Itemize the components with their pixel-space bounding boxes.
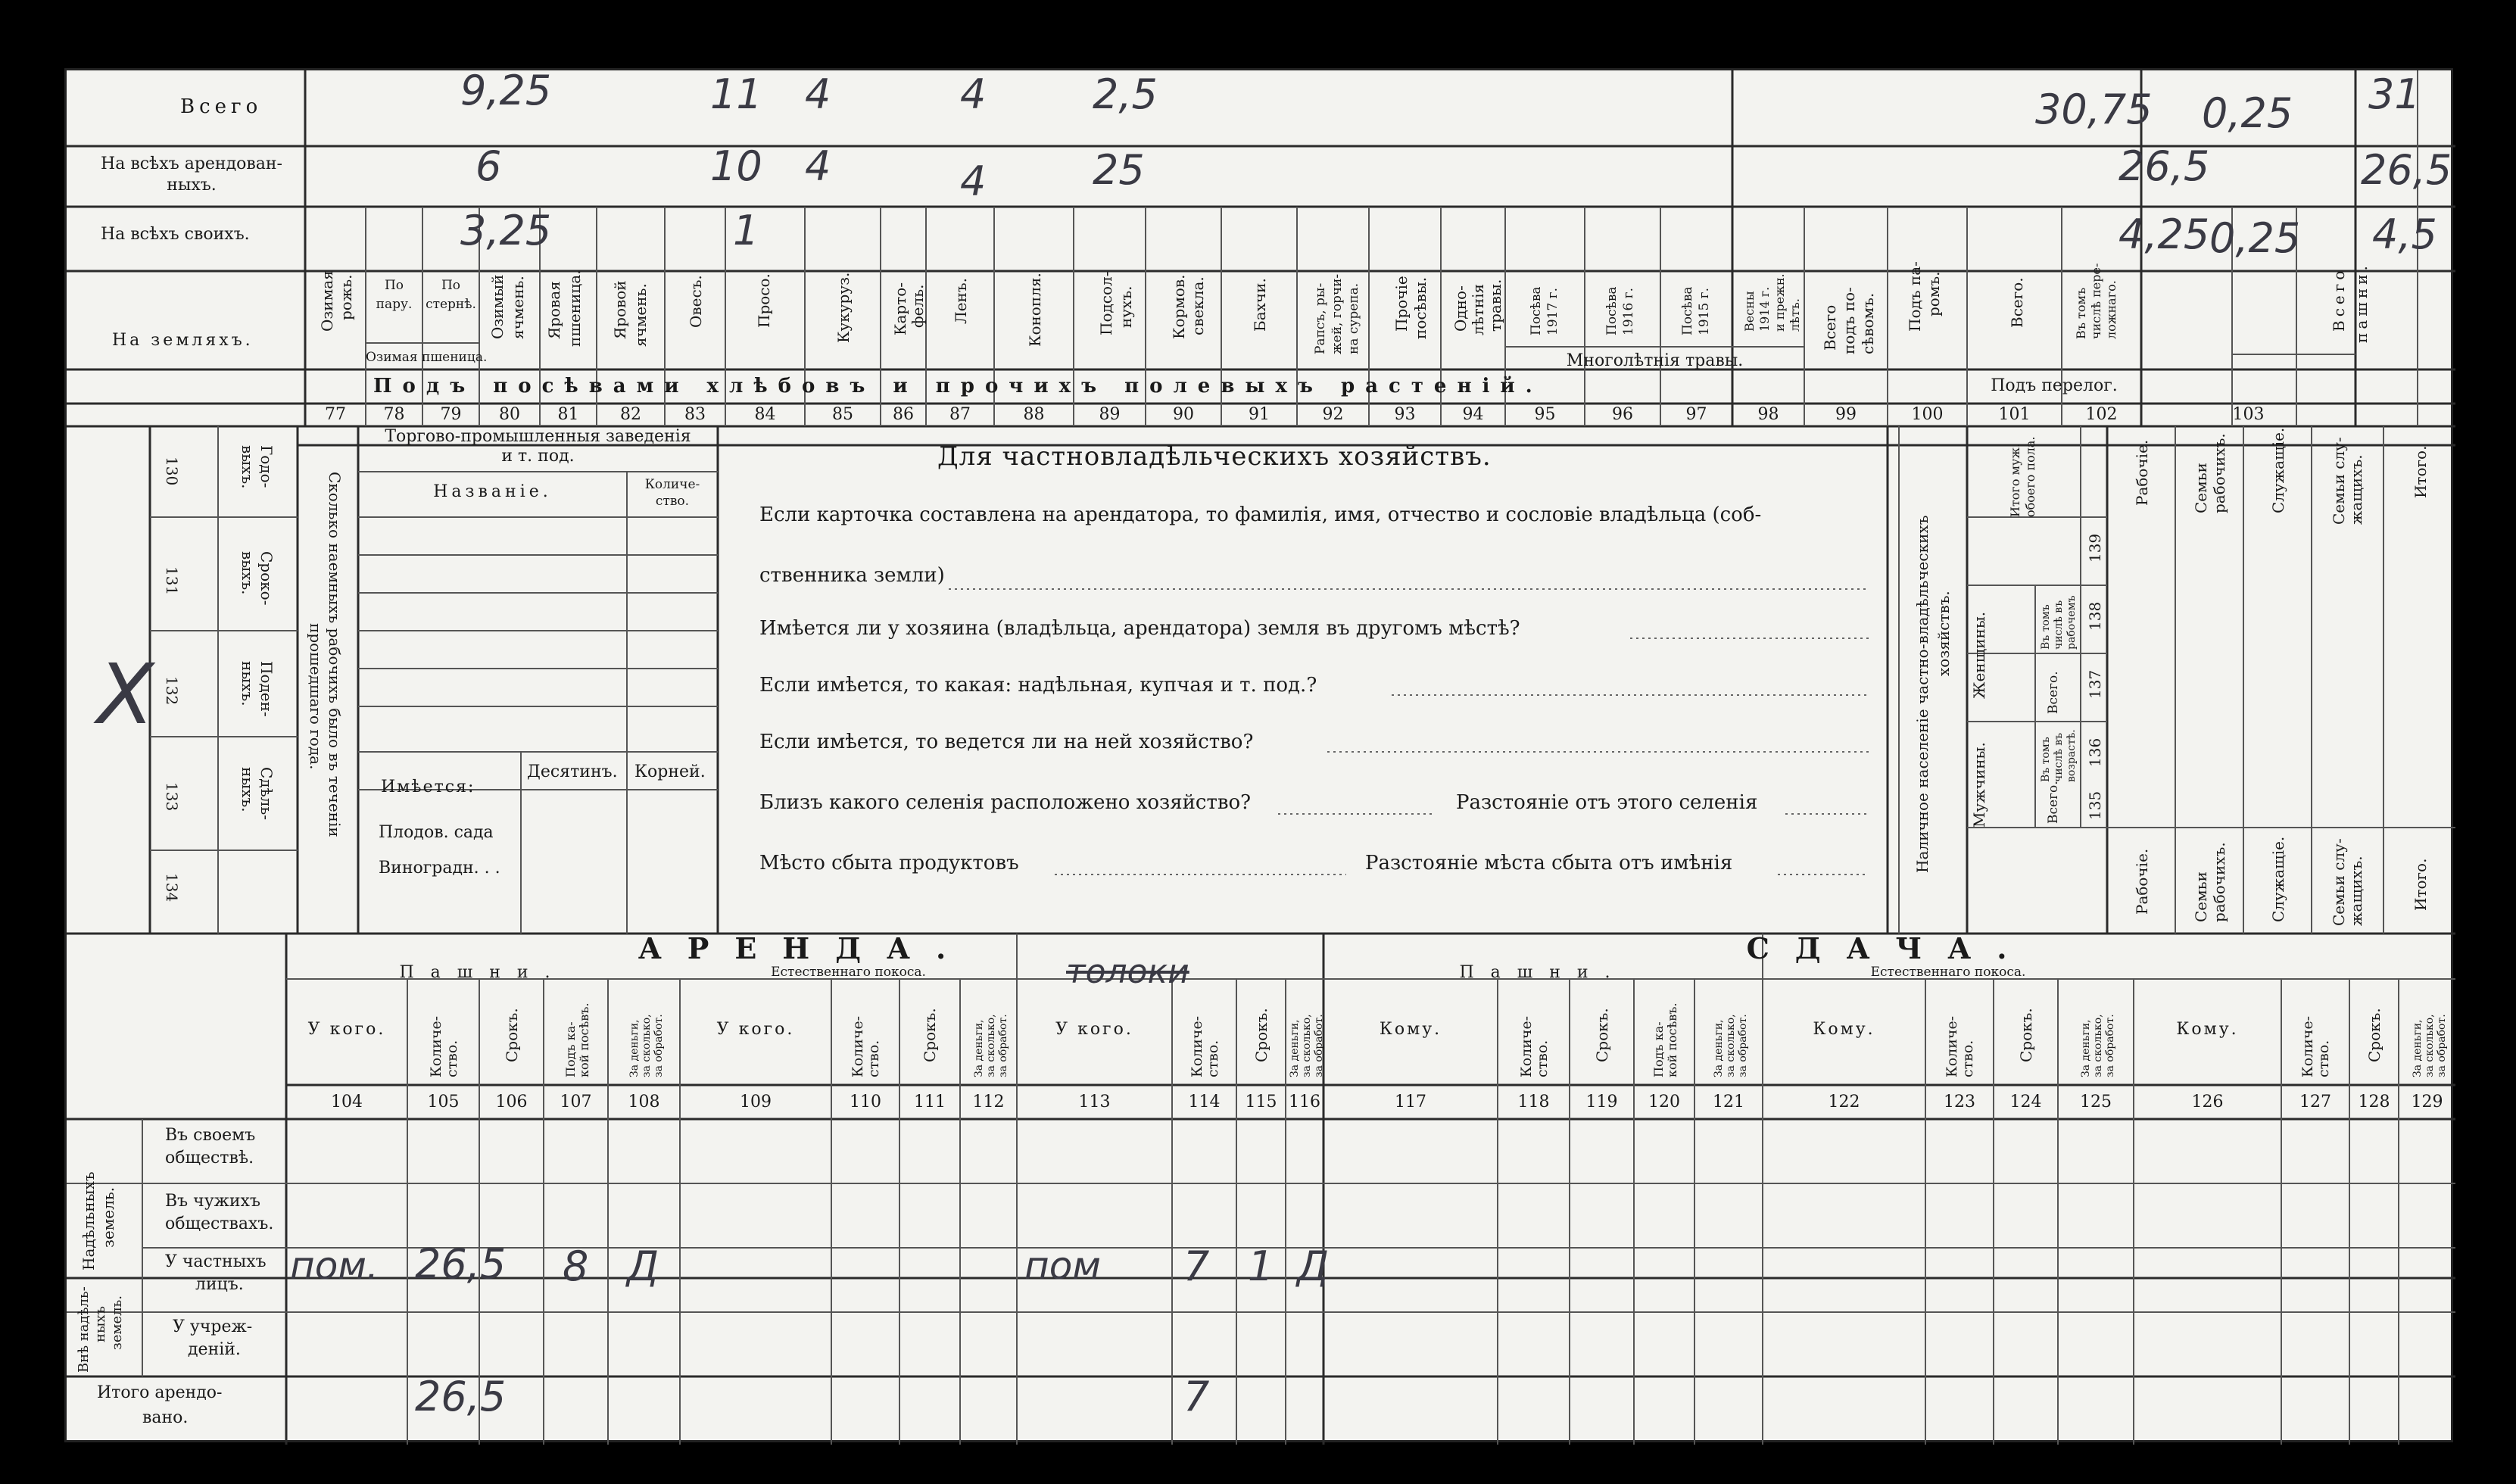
col-num-90: 90 <box>1173 405 1194 424</box>
row-chuzh-2: обществахъ. <box>165 1214 274 1233</box>
hw-itogo-1: 26,5 <box>415 1373 507 1420</box>
pop-semi-sl-b2: жащихъ. <box>2347 856 2365 926</box>
hw-arend-kartofel: 4 <box>960 157 987 205</box>
lv-poden-2: ныхъ. <box>239 661 257 706</box>
hdr-korm-svekla-1: Кормов. <box>1170 274 1188 339</box>
bsub-srok-115: Срокъ. <box>1252 1008 1270 1062</box>
lv-poden-1: Поден- <box>257 661 276 717</box>
bsub-srok-124: Срокъ. <box>2016 1008 2035 1062</box>
hdr-arenda-pokos: Естественнаго покоса. <box>771 965 926 980</box>
bsub-za_dengi-112-2: за обработ. <box>996 1014 1009 1077</box>
pop-semi-sl-1: Семьи слу- <box>2330 437 2348 525</box>
hw-svoih-perelog: 0,25 <box>2209 214 2301 262</box>
pop-vtom-m-3: возрастѣ. <box>2065 729 2078 782</box>
bsub-za_dengi-116-2: за обработ. <box>1313 1014 1325 1077</box>
pop-num-137: 137 <box>2086 669 2104 699</box>
bsub-za_dengi-125-0: За деньги, <box>2080 1019 2092 1077</box>
hw-arend-ozim: 6 <box>475 142 502 190</box>
bsub-pod_kakoy-107-1: кой посѣвъ. <box>576 1002 591 1077</box>
trade-title-1: Торгово-промышленныя заведенія <box>385 427 691 446</box>
hdr-vsego-pod-2: подъ по- <box>1840 287 1858 354</box>
lv-num-132: 132 <box>163 676 181 706</box>
hw-svoih-oves: 1 <box>733 207 759 254</box>
hdr-arenda: АРЕНДА. <box>638 931 972 965</box>
bsub-srok-128: Срокъ. <box>2365 1008 2383 1062</box>
col-num-94: 94 <box>1462 405 1484 424</box>
hdr-korm-svekla-2: свекла. <box>1189 276 1207 335</box>
hw-arend-proso: 4 <box>805 142 831 190</box>
bsub-kolich-114-1: ство. <box>1204 1040 1221 1077</box>
hdr-ozimaya-rozh-2: рожь. <box>337 274 355 320</box>
col-num-100: 100 <box>1911 405 1944 424</box>
pop-vsego-m: Всего. <box>2046 781 2061 824</box>
col-num-81: 81 <box>557 405 579 424</box>
hw-qty-2: 7 <box>1183 1242 1210 1290</box>
bsub-za_dengi-116-0: За деньги, <box>1289 1019 1301 1077</box>
pop-vtom-zh-2: числѣ въ <box>2053 600 2065 650</box>
row-arend-label-2: ныхъ. <box>167 176 217 195</box>
bsub-kolich-105-1: ство. <box>443 1040 460 1077</box>
hdr-kukuruz: Кукуруз. <box>834 272 853 343</box>
hdr-pod-parom-2: ромъ. <box>1925 271 1943 316</box>
hw-arend-parom: 26,5 <box>2118 142 2210 190</box>
bsub-u_kogo-113: У кого. <box>1055 1020 1133 1039</box>
hw-vsego-pashni: 31 <box>2368 70 2421 118</box>
hw-srok-2: 1 <box>1248 1242 1274 1290</box>
bsub-kolich-110-1: ство. <box>865 1040 882 1077</box>
census-card <box>64 68 2453 1442</box>
pop-semi-rab-1: Семьи <box>2192 463 2210 513</box>
bsub-kolich-118-0: Количе- <box>1517 1015 1535 1077</box>
hdr-vsego-pashni-2: пашни. <box>2352 262 2371 343</box>
trade-title-2: и т. под. <box>501 447 575 466</box>
bsub-kolich-114-0: Количе- <box>1188 1015 1205 1077</box>
lv-sdel-2: ныхъ. <box>239 767 257 812</box>
bsub-kolich-127-0: Количе- <box>2299 1015 2316 1077</box>
col-num-80: 80 <box>499 405 520 424</box>
hw-arend-len: 25 <box>1093 146 1145 194</box>
pop-rabochie: Рабочіе. <box>2133 439 2151 506</box>
bsub-srok-106: Срокъ. <box>502 1008 521 1062</box>
pop-muzhchiny: Мужчины. <box>1970 742 1988 828</box>
row-svoih-label: На всѣхъ своихъ. <box>101 225 250 244</box>
side-vne-1: Внѣ надѣль- <box>76 1286 92 1373</box>
bcol-num-114: 114 <box>1188 1093 1221 1111</box>
private-q5a: Близъ какого селенія расположено хозяйство? <box>759 791 1252 814</box>
hdr-bahchi: Бахчи. <box>1251 278 1269 332</box>
trade-vinogr: Виноградн. . . <box>379 859 500 878</box>
col-num-85: 85 <box>832 405 853 424</box>
hdr-1917-2: 1917 г. <box>1545 288 1560 335</box>
bsub-za_dengi-129-0: За деньги, <box>2411 1019 2424 1077</box>
pop-vsego-zh: Всего. <box>2046 671 2061 714</box>
bsub-srok-111: Срокъ. <box>921 1008 939 1062</box>
pop-zhenshchiny: Женщины. <box>1970 611 1988 699</box>
bsub-za_dengi-121-2: за обработ. <box>1737 1014 1749 1077</box>
col-num-99: 99 <box>1835 405 1857 424</box>
col-num-91: 91 <box>1249 405 1270 424</box>
bsub-kolich-127-1: ство. <box>2315 1040 2332 1077</box>
hdr-1915-1: Посѣва <box>1680 286 1695 335</box>
bsub-pod_kakoy-120-1: кой посѣвъ. <box>1665 1002 1679 1077</box>
hdr-kartofel-2: фель. <box>909 284 927 328</box>
hdr-1914-3: и прежн. <box>1772 273 1787 332</box>
hdr-vsego2: Всего. <box>2008 277 2026 328</box>
col-num-83: 83 <box>684 405 706 424</box>
pop-vtom-m-2: числѣ въ <box>2053 732 2065 782</box>
bsub-za_dengi-116-1: за сколько, <box>1301 1014 1313 1077</box>
bsub-za_dengi-121-0: За деньги, <box>1713 1019 1725 1077</box>
col-num-79: 79 <box>440 405 462 424</box>
hdr-podsolnuh-2: нухъ. <box>1117 285 1135 328</box>
bsub-za_dengi-112-1: за сколько, <box>984 1014 997 1077</box>
pop-num-135: 135 <box>2086 790 2104 820</box>
lv-godo-2: выхъ. <box>239 445 257 489</box>
bcol-num-110: 110 <box>850 1093 881 1111</box>
row-vsego-label: Всего <box>180 95 263 118</box>
side-vne-2: ныхъ <box>92 1306 108 1342</box>
hw-vsego-total: 30,75 <box>2035 86 2153 133</box>
col-num-95: 95 <box>1534 405 1556 424</box>
col-num-101: 101 <box>1998 405 2031 424</box>
col-num-84: 84 <box>754 405 776 424</box>
private-q6b: Разстояніе мѣста сбыта отъ имѣнія <box>1365 852 1733 874</box>
hdr-odnolet-3: травы. <box>1486 279 1504 332</box>
bsub-za_dengi-125-2: за обработ. <box>2104 1014 2116 1077</box>
hw-mark-x: Х <box>97 646 154 743</box>
hdr-sdacha-pokos: Естественнаго покоса. <box>1870 965 2026 980</box>
hdr-1914-4: лѣтъ. <box>1788 298 1802 332</box>
trade-plodov: Плодов. сада <box>379 823 494 842</box>
hw-svoih-ozim: 3,25 <box>460 207 552 254</box>
hw-posev-2: Д <box>1297 1242 1330 1290</box>
col-num-87: 87 <box>949 405 971 424</box>
pop-itogo: Итого. <box>2412 445 2430 498</box>
lv-sroko-1: Сроко- <box>257 551 276 606</box>
hdr-pod-perelog: Подъ перелог. <box>1991 376 2118 395</box>
hdr-po-sterne-1: По <box>441 278 461 293</box>
trade-imeetsya: Имѣется: <box>381 778 475 797</box>
hw-vsego-kartofel2: 2,5 <box>1093 70 1158 118</box>
hdr-len: Ленъ. <box>952 278 970 324</box>
col-num-82: 82 <box>620 405 641 424</box>
bcol-num-128: 128 <box>2358 1093 2390 1111</box>
col-num-86: 86 <box>893 405 914 424</box>
bsub-pod_kakoy-120-0: Подъ ка- <box>1651 1021 1666 1077</box>
row-arend-label-1: На всѣхъ арендован- <box>101 154 282 173</box>
trade-qty-hdr-1: Количе- <box>644 477 700 492</box>
hdr-vsego-pashni-1: Всего <box>2330 267 2348 332</box>
bcol-num-113: 113 <box>1078 1093 1111 1111</box>
col-num-103: 103 <box>2232 405 2265 424</box>
hw-svoih-pashni: 4,5 <box>2372 210 2437 258</box>
bcol-num-106: 106 <box>495 1093 528 1111</box>
bsub-kolich-118-1: ство. <box>1533 1040 1551 1077</box>
private-title: Для частновладѣльческихъ хозяйствъ. <box>937 441 1492 472</box>
pop-semi-rab-b2: рабочихъ. <box>2210 842 2228 922</box>
hdr-mnogolet: Многолѣтнія травы. <box>1566 351 1744 370</box>
col-num-89: 89 <box>1099 405 1121 424</box>
hw-arend-oves: 10 <box>710 142 762 190</box>
bsub-u_kogo-109: У кого. <box>716 1020 795 1039</box>
bsub-za_dengi-112-0: За деньги, <box>972 1019 985 1077</box>
pop-semi-rab-b1: Семьи <box>2192 871 2210 922</box>
pop-vtom-zh-3: рабочемъ <box>2065 595 2078 650</box>
hdr-prochie-2: посѣвы. <box>1411 276 1429 339</box>
bsub-za_dengi-125-1: за сколько, <box>2092 1014 2104 1077</box>
side-nadel-2: земель. <box>99 1186 117 1248</box>
bcol-num-127: 127 <box>2299 1093 2331 1111</box>
col-num-98: 98 <box>1757 405 1779 424</box>
pop-num-138: 138 <box>2086 601 2104 631</box>
bsub-kolich-110-0: Количе- <box>850 1015 866 1077</box>
pop-semi-rab-2: рабочихъ. <box>2210 433 2228 513</box>
hdr-vsego-pod-1: Всего <box>1821 304 1839 351</box>
hw-vsego-proso: 4 <box>805 70 831 118</box>
row-uchr-1: У учреж- <box>173 1317 253 1336</box>
hw-struck: толоки <box>1066 952 1189 991</box>
bcol-num-120: 120 <box>1648 1093 1680 1111</box>
hdr-prochie-1: Прочіе <box>1392 276 1411 332</box>
hdr-vsego-pod-3: сѣвомъ. <box>1859 292 1877 354</box>
private-q3: Если имѣется, то какая: надѣльная, купчая и т. под.? <box>759 674 1317 697</box>
hw-svoih-parom: 4,25 <box>2118 210 2210 258</box>
row-chast-2: лицъ. <box>195 1275 244 1294</box>
lv-num-130: 130 <box>163 457 181 486</box>
pop-semi-sl-b1: Семьи слу- <box>2330 838 2348 926</box>
col-num-93: 93 <box>1394 405 1416 424</box>
bcol-num-109: 109 <box>740 1093 772 1111</box>
hw-vsego-ozim: 9,25 <box>460 67 552 114</box>
hdr-1916-2: 1916 г. <box>1621 288 1636 335</box>
pop-semi-sl-2: жащихъ. <box>2347 454 2365 525</box>
col-num-88: 88 <box>1023 405 1045 424</box>
bsub-komu-126: Кому. <box>2176 1020 2239 1039</box>
hdr-proso: Просо. <box>755 273 773 328</box>
hdr-yarov-yachm-2: ячмень. <box>631 283 650 347</box>
bcol-num-119: 119 <box>1585 1093 1618 1111</box>
hdr-po-paru-2: пару. <box>376 297 413 312</box>
bsub-kolich-123-1: ство. <box>1959 1040 1976 1077</box>
bsub-pod_kakoy-107-0: Подъ ка- <box>563 1021 578 1077</box>
row-chast-1: У частныхъ <box>165 1252 267 1271</box>
lv-sroko-2: выхъ. <box>239 551 257 595</box>
private-q5b: Разстояніе отъ этого селенія <box>1456 791 1758 814</box>
row-chuzh-1: Въ чужихъ <box>165 1192 260 1211</box>
hw-posev-1: Д <box>627 1242 659 1290</box>
bcol-num-126: 126 <box>2191 1093 2224 1111</box>
hdr-oves: Овесъ. <box>687 275 705 328</box>
col-num-77: 77 <box>325 405 346 424</box>
bcol-num-107: 107 <box>560 1093 592 1111</box>
bcol-num-117: 117 <box>1395 1093 1426 1111</box>
private-q2: Имѣется ли у хозяина (владѣльца, арендатора) земля въ другомъ мѣстѣ? <box>759 617 1520 640</box>
hdr-po-sterne-2: стернѣ. <box>426 297 476 312</box>
hdr-ozimaya-pshenica: Озимая пшеница. <box>366 350 488 365</box>
hdr-1914-1: Весны <box>1742 291 1757 332</box>
bsub-komu-122: Кому. <box>1813 1020 1875 1039</box>
row-itogo-2: вано. <box>142 1408 189 1427</box>
pop-side-2: хозяйствъ. <box>1935 591 1953 676</box>
lv-num-134: 134 <box>163 873 181 903</box>
bsub-srok-119: Срокъ. <box>1592 1008 1611 1062</box>
pop-sluzh: Служащіе. <box>2269 427 2287 513</box>
hdr-raps-2: жей, горчи- <box>1330 273 1345 354</box>
band-posevy: Подъ посѣвами хлѣбовъ и прочихъ полевыхъ растеній. <box>373 375 1543 398</box>
pop-rabochie-b: Рабочіе. <box>2133 848 2151 915</box>
side-vne-3: земель. <box>109 1295 125 1350</box>
lv-sdel-1: Сдѣль- <box>257 767 276 821</box>
trade-korney: Корней. <box>634 762 706 781</box>
hdr-1916-1: Посѣва <box>1604 286 1620 335</box>
pop-vtom-zh-1: Въ томъ <box>2040 604 2052 650</box>
hdr-1915-2: 1915 г. <box>1697 288 1712 335</box>
bcol-num-116: 116 <box>1289 1093 1320 1111</box>
hw-arend-pashni: 26,5 <box>2361 146 2452 194</box>
trade-qty-hdr-2: ство. <box>655 494 690 509</box>
hdr-v-tom-1: Въ томъ <box>2074 287 2088 339</box>
bsub-za_dengi-121-1: за сколько, <box>1725 1014 1737 1077</box>
bcol-num-123: 123 <box>1944 1093 1975 1111</box>
row-itogo-1: Итого арендо- <box>97 1383 223 1402</box>
hdr-odnolet-2: лѣтнія <box>1469 283 1487 335</box>
bcol-num-129: 129 <box>2411 1093 2443 1111</box>
bcol-num-115: 115 <box>1245 1093 1277 1111</box>
bcol-num-124: 124 <box>2009 1093 2042 1111</box>
hdr-1917-1: Посѣва <box>1529 286 1544 335</box>
hdr-yarov-yachm-1: Яровой <box>611 280 629 339</box>
bcol-num-122: 122 <box>1828 1093 1860 1111</box>
hw-srok-1: 8 <box>563 1242 589 1290</box>
row-zemli-label: На земляхъ. <box>112 331 254 350</box>
private-q1b: ственника земли) <box>759 564 945 587</box>
bsub-za_dengi-129-2: за обработ. <box>2435 1014 2448 1077</box>
private-q1a: Если карточка составлена на арендатора, то фамилія, имя, отчество и сословіе владѣльца (соб- <box>759 504 1762 526</box>
lv-godo-1: Годо- <box>257 445 276 488</box>
trade-name-hdr: Названіе. <box>433 482 552 501</box>
row-svoem-2: обществѣ. <box>165 1149 254 1168</box>
pop-vtom-m-1: Въ томъ <box>2040 737 2052 782</box>
hdr-podsolnuh-1: Подсол- <box>1097 271 1115 335</box>
lv-side-2: прошедшаго года. <box>307 623 325 770</box>
hw-u-kogo-2: пом <box>1024 1244 1102 1288</box>
col-num-102: 102 <box>2085 405 2118 424</box>
private-q4: Если имѣется, то ведется ли на ней хозяйство? <box>759 731 1254 753</box>
side-nadel-1: Надѣльныхъ <box>80 1171 98 1270</box>
hw-qty-1: 26,5 <box>415 1240 507 1288</box>
bcol-num-118: 118 <box>1517 1093 1550 1111</box>
bcol-num-111: 111 <box>914 1093 946 1111</box>
bsub-za_dengi-108-0: За деньги, <box>628 1019 641 1077</box>
pop-num-139: 139 <box>2086 533 2104 563</box>
col-num-96: 96 <box>1612 405 1633 424</box>
hdr-raps-3: на сурепа. <box>1346 282 1361 354</box>
bsub-za_dengi-129-1: за сколько, <box>2423 1014 2436 1077</box>
trade-desyatin: Десятинъ. <box>527 762 618 781</box>
hdr-yarov-pshen-1: Яровая <box>545 281 563 339</box>
hw-u-kogo-1: пом. <box>290 1244 379 1288</box>
hdr-sdacha-pashni: Пашни. <box>1459 963 1627 982</box>
hdr-arenda-pashni: Пашни. <box>399 963 567 982</box>
bsub-za_dengi-108-2: за обработ. <box>652 1014 665 1077</box>
lv-side-1: Сколько наемныхъ рабочихъ было въ теченіи <box>326 472 344 837</box>
hdr-ozim-yachmen-1: Озимый <box>488 274 507 339</box>
lv-num-131: 131 <box>163 566 181 596</box>
hw-vsego-perelog: 0,25 <box>2202 89 2293 137</box>
bcol-num-104: 104 <box>331 1093 363 1111</box>
hw-vsego-kartofel: 4 <box>960 70 987 118</box>
hdr-1914-2: 1914 г. <box>1757 286 1772 332</box>
hdr-po-paru-1: По <box>384 278 404 293</box>
bsub-komu-117: Кому. <box>1379 1020 1442 1039</box>
bsub-kolich-105-0: Количе- <box>427 1015 444 1077</box>
bcol-num-105: 105 <box>427 1093 460 1111</box>
bcol-num-112: 112 <box>972 1093 1005 1111</box>
row-uchr-2: деній. <box>188 1340 241 1359</box>
hw-vsego-oves: 11 <box>710 70 762 118</box>
hdr-v-tom-2: числѣ пере- <box>2089 263 2103 339</box>
private-q6a: Мѣсто сбыта продуктовъ <box>759 852 1019 874</box>
pop-itogo-1: Итого муж. <box>2008 443 2022 517</box>
col-num-97: 97 <box>1685 405 1707 424</box>
bcol-num-121: 121 <box>1713 1093 1744 1111</box>
col-num-92: 92 <box>1322 405 1344 424</box>
pop-sluzh-b: Служащіе. <box>2269 836 2287 922</box>
hw-itogo-2: 7 <box>1183 1373 1210 1420</box>
pop-num-136: 136 <box>2086 737 2104 767</box>
pop-itogo-b: Итого. <box>2412 858 2430 911</box>
bsub-u_kogo-104: У кого. <box>307 1020 386 1039</box>
hdr-raps-1: Рапсъ, ры- <box>1313 282 1328 354</box>
pop-side-1: Наличное населеніе частно-владѣльческихъ <box>1913 515 1931 873</box>
hdr-odnolet-1: Одно- <box>1451 285 1470 332</box>
bsub-kolich-123-0: Количе- <box>1944 1015 1960 1077</box>
hdr-konoplya: Конопля. <box>1026 273 1044 347</box>
row-svoem-1: Въ своемъ <box>165 1126 256 1145</box>
hdr-sdacha: СДАЧА. <box>1746 931 2033 965</box>
hdr-pod-parom-1: Подъ па- <box>1906 261 1924 332</box>
hdr-yarov-pshen-2: пшеница. <box>566 270 584 347</box>
lv-num-133: 133 <box>163 782 181 812</box>
hdr-ozim-yachmen-2: ячмень. <box>509 276 527 339</box>
bcol-num-125: 125 <box>2080 1093 2112 1111</box>
hdr-ozimaya-rozh-1: Озимая <box>318 270 336 332</box>
bcol-num-108: 108 <box>628 1093 660 1111</box>
col-num-78: 78 <box>383 405 405 424</box>
hdr-v-tom-3: ложнаго. <box>2104 280 2118 339</box>
bsub-za_dengi-108-1: за сколько, <box>640 1014 653 1077</box>
pop-itogo-2: обоего пола. <box>2023 436 2037 517</box>
hdr-kartofel-1: Карто- <box>891 282 909 335</box>
